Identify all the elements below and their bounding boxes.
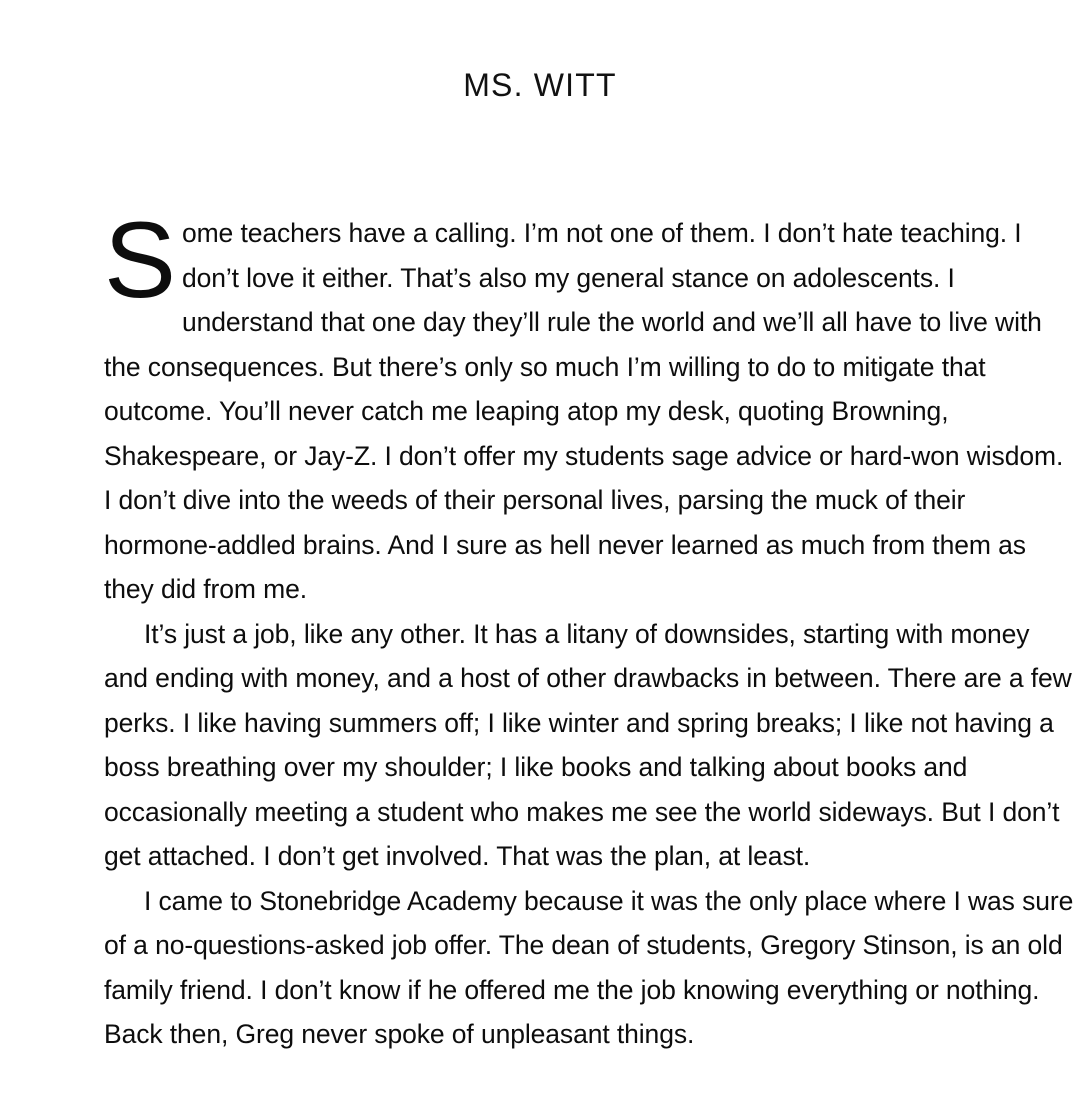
drop-cap: S — [104, 199, 176, 321]
paragraph-1-text: ome teachers have a calling. I’m not one of them. I don’t hate teaching. I don’t love it either. That’s also my general stance on adolescents. I understand that one day they’ll rule the world and we’ll all have to live with the consequences. But there’s only so much I’m willing to do to mitigate that outcome. You’ll never catch me leaping atop my desk, quoting Browning, Shakespeare, or Jay-Z. I don’t offer my students sage advice or hard-won wisdom. I don’t dive into the weeds of their personal lives, parsing the muck of their hormone-addled brains. And I sure as hell never learned as much from them as they did from me. — [104, 218, 1064, 605]
document-page — [0, 21, 1080, 1101]
page-title: MS. WITT — [463, 67, 617, 104]
paragraph-1 — [104, 199, 1076, 612]
paragraph-2: It’s just a job, like any other. It has a litany of downsides, starting with money and ending with money, and a host of other drawbacks in between. There are a few perks. I like having summers off; I like winter and spring breaks; I like not having a boss breathing over my shoulder; I like books and talking about books and occasionally meeting a student who makes me see the world sideways. But I don’t get attached. I don’t get involved. That was the plan, at least. — [104, 618, 1072, 872]
body-text — [104, 199, 1076, 1057]
paragraph-3: I came to Stonebridge Academy because it was the only place where I was sure of a no-questions-asked job offer. The dean of students, Gregory Stinson, is an old family friend. I don’t know if he offered me the job knowing everything or nothing. Back then, Greg never spoke of unpleasant things. — [104, 885, 1074, 1050]
